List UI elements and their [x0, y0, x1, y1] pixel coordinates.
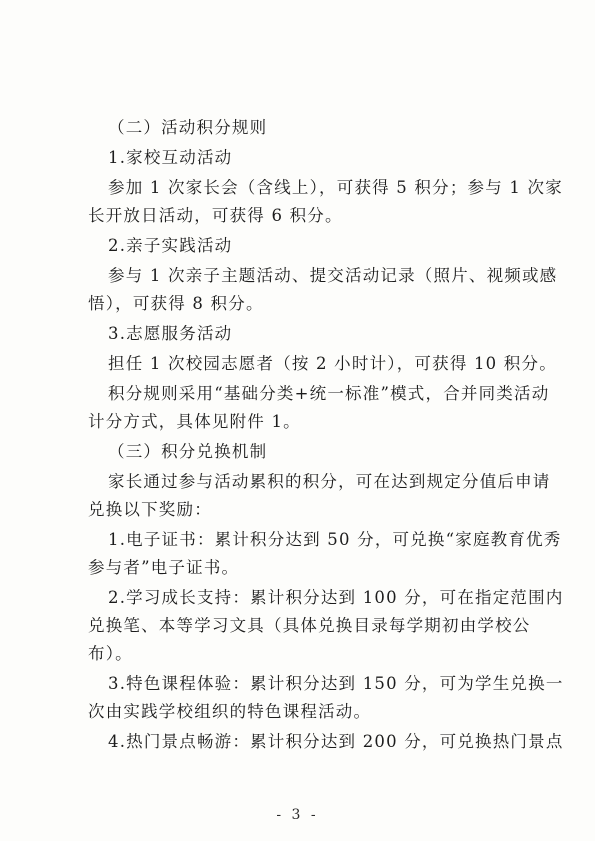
paragraph-line: 兑换笔、本等学习文具（具体兑换目录每学期初由学校公 — [88, 616, 531, 635]
paragraph-line: 次由实践学校组织的特色课程活动。 — [88, 702, 372, 721]
paragraph-line: 4.热门景点畅游：累计积分达到 200 分，可兑换热门景点 — [108, 732, 564, 751]
paragraph-line: 担任 1 次校园志愿者（按 2 小时计），可获得 10 积分。 — [108, 354, 557, 373]
subheading-home-school: 1.家校互动活动 — [108, 148, 233, 167]
subheading-parent-child: 2.亲子实践活动 — [108, 236, 233, 255]
paragraph-line: 参加 1 次家长会（含线上），可获得 5 积分；参与 1 次家 — [108, 178, 563, 197]
paragraph-line: 2.学习成长支持：累计积分达到 100 分，可在指定范围内 — [108, 588, 564, 607]
paragraph-line: 1.电子证书：累计积分达到 50 分，可兑换“家庭教育优秀 — [108, 530, 562, 549]
section-heading-exchange: （三）积分兑换机制 — [108, 442, 268, 461]
paragraph-line: 积分规则采用“基础分类+统一标准”模式，合并同类活动 — [108, 384, 550, 403]
paragraph-line: 参与者”电子证书。 — [88, 558, 240, 577]
paragraph-line: 长开放日活动，可获得 6 积分。 — [88, 206, 343, 225]
paragraph-line: 悟），可获得 8 积分。 — [88, 294, 264, 313]
paragraph-line: 兑换以下奖励： — [88, 500, 212, 519]
paragraph-line: 布）。 — [88, 644, 133, 663]
paragraph-line: 家长通过参与活动累积的积分，可在达到规定分值后申请 — [108, 472, 551, 491]
subheading-volunteer: 3.志愿服务活动 — [108, 324, 233, 343]
section-heading-activity-rules: （二）活动积分规则 — [108, 118, 268, 137]
paragraph-line: 3.特色课程体验：累计积分达到 150 分，可为学生兑换一 — [108, 674, 564, 693]
page-number: - 3 - — [276, 807, 319, 823]
paragraph-line: 参与 1 次亲子主题活动、提交活动记录（照片、视频或感 — [108, 266, 558, 285]
paragraph-line: 计分方式，具体见附件 1。 — [88, 412, 301, 431]
